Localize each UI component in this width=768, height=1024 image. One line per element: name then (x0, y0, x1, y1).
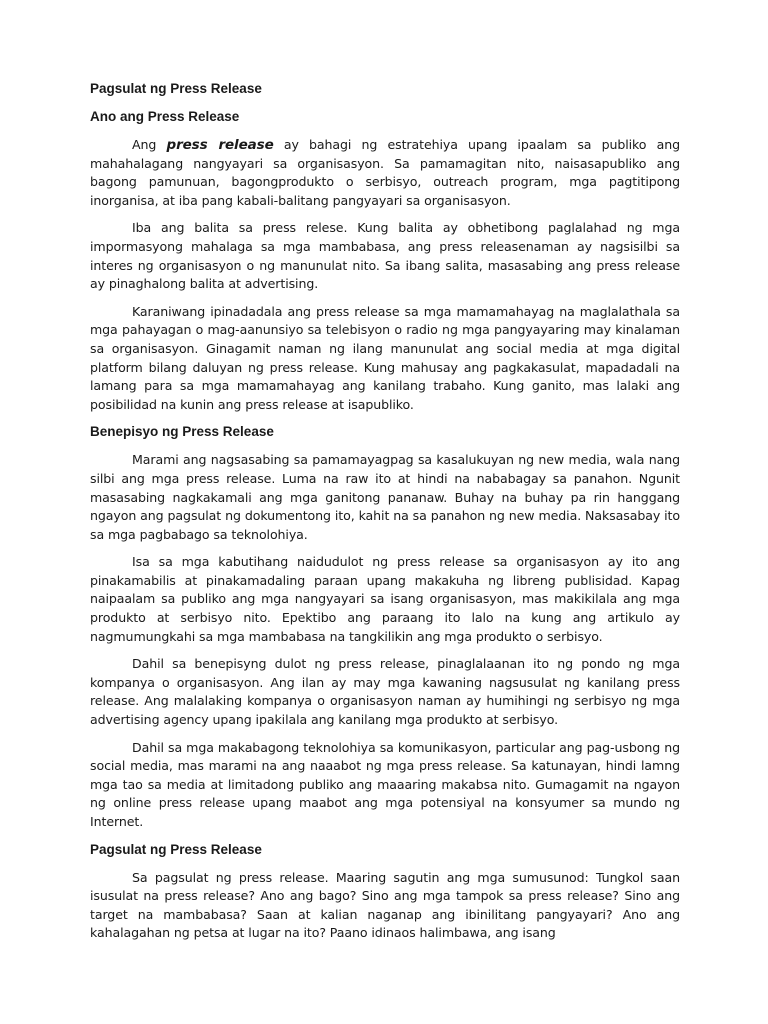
paragraph: Iba ang balita sa press relese. Kung balita ay obhetibong paglalahad ng mga impormasyong mahalaga sa mga mambabasa, ang press releasenaman ay nagsisilbi sa interes ng organisasyon o ng manunulat nito. Sa ibang salita, masasabing ang press release ay pinaghalong balita at advertising. (90, 220, 680, 292)
document-page (90, 80, 680, 952)
paragraph: Dahil sa benepisyng dulot ng press release, pinaglalaanan ito ng pondo ng mga kompanya o organisasyon. Ang ilan ay may mga kawaning nagsusulat ng kanilang press release. Ang malalaking kompanya o organisasyon naman ay humihingi ng serbisyo ng mga advertising agency upang ipakilala ang kanilang mga produkto at serbisyo. (90, 656, 680, 728)
paragraph: Marami ang nagsasabing sa pamamayagpag sa kasalukuyan ng new media, wala nang silbi ang mga press release. Luma na raw ito at hindi na nababagay sa panahon. Ngunit masasabing nagkakamali ang mga ganitong pananaw. Buhay na buhay pa rin hanggang ngayon ang pagsulat ng dokumentong ito, kahit na sa panahon ng new media. Naksasabay ito sa mga pagbabago sa teknolohiya. (90, 452, 680, 542)
paragraph-lead: Ang (132, 137, 157, 152)
paragraph: Dahil sa mga makabagong teknolohiya sa komunikasyon, particular ang pag-usbong ng social media, mas marami na ang naaabot ng mga press release. Sa katunayan, hindi lamng mga tao sa media at limitadong publiko ang maaaring makabsa nito. Gumagamit na ngayon ng online press release upang maabot ang mga potensiyal na konsyumer sa mundo ng Internet. (90, 739, 680, 829)
paragraph (90, 136, 680, 210)
section-heading-pagsulat: Pagsulat ng Press Release (90, 841, 262, 857)
paragraph: Isa sa mga kabutihang naidudulot ng press release sa organisasyon ay ito ang pinakamabilis at pinakamadaling paraan upang makakuha ng libreng publisidad. Kapag naipaalam sa publiko ang mga nangyayari sa isang organisasyon, mas makikilala ang mga produkto at serbisyo nito. Epektibo ang paraang ito lalo na kung ang artikulo ay nagmumungkahi sa mga mambabasa na tangkilikin ang mga produkto o serbisyo. (90, 554, 680, 644)
emphasized-term: press release (166, 137, 274, 153)
paragraph-rest: ay bahagi ng estratehiya upang ipaalam sa publiko ang mahahalagang nangyayari sa organisasyon. Sa pamamagitan nito, naisasapubliko ang bagong pamunuan, bagongprodukto o serbisyo, outreach program, mga pagtitipong inorganisa, at iba pang kabali-balitang pangyayari sa organisasyon. (90, 137, 680, 208)
section-heading-benepisyo: Benepisyo ng Press Release (90, 424, 274, 440)
document-title: Pagsulat ng Press Release (90, 81, 262, 96)
section-heading-ano-ang-press-release: Ano ang Press Release (90, 109, 240, 124)
paragraph: Sa pagsulat ng press release. Maaring sagutin ang mga sumusunod: Tungkol saan isusulat na press release? Ano ang bago? Sino ang mga tampok sa press release? Sino ang target na mambabasa? Saan at kalian naganap ang ibinilitang pangyayari? Ano ang kahalagahan ng petsa at lugar na ito? Paano idinaos halimbawa, ang isang (90, 869, 680, 941)
paragraph: Karaniwang ipinadadala ang press release sa mga mamamahayag na maglalathala sa mga pahayagan o mag-aanunsiyo sa telebisyon o radio ng mga pangyayaring may kinalaman sa organisasyon. Ginagamit naman ng ilang manunulat ang social media at mga digital platform bilang daluyan ng press release. Kung mahusay ang pagkakasulat, mapadadali na lamang para sa mga mamamahayag ang kanilang trabaho. Kung ganito, mas lalaki ang posibilidad na kunin ang press release at isapubliko. (90, 303, 680, 412)
